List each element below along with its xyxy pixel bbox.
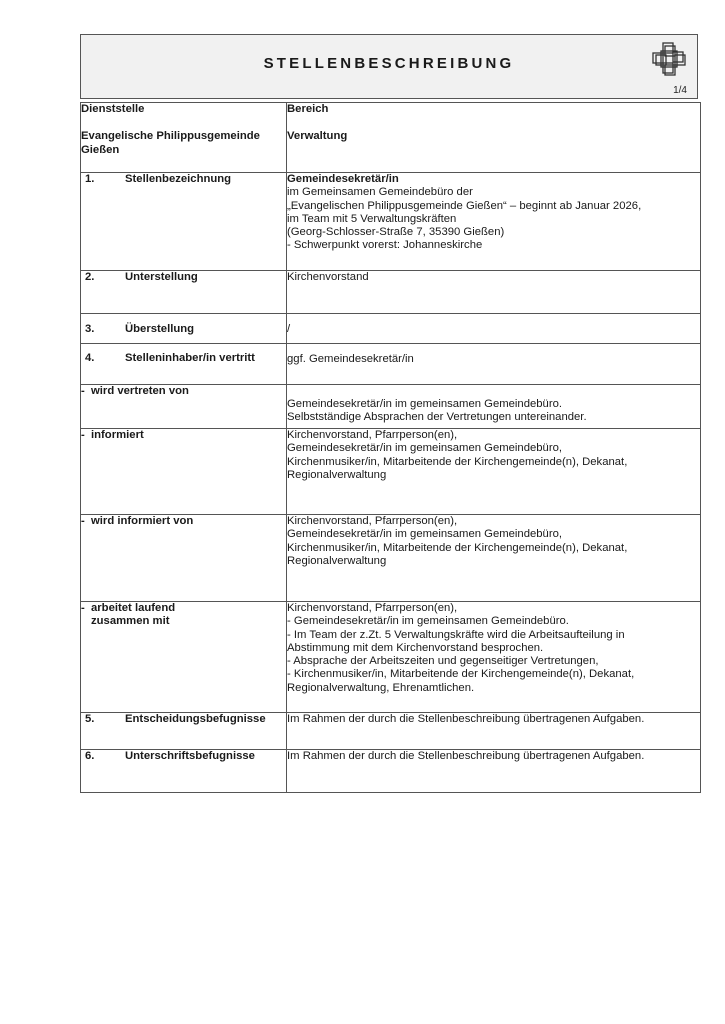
row-value-line: - Schwerpunkt vorerst: Johanneskirche (287, 239, 483, 252)
job-description-table (80, 102, 701, 793)
row-label: Überstellung (125, 323, 195, 335)
row-value: Im Rahmen der durch die Stellenbeschreibung übertragenen Aufgaben. (287, 713, 701, 750)
row-label: Unterstellung (125, 271, 198, 283)
row-value-line: Regionalverwaltung (287, 554, 387, 567)
bereich-cell (287, 103, 701, 173)
dienststelle-value: Evangelische Philippusgemeinde Gießen (81, 130, 260, 156)
row-label: Stellenbezeichnung (125, 173, 232, 185)
table-row: - wird informiert von Kirchenvorstand, Pfarrperson(en), Gemeindesekretär/in im gemeinsamen Gemeindebüro, Kirchenmusiker/in, Mitarbeitende der Kirchengemeinde(n), Dekanat, Regionalverwaltung (81, 515, 701, 602)
page-number: 1/4 (673, 85, 687, 96)
row-number: 6. (85, 750, 95, 762)
row-value-line: - Gemeindesekretär/in im gemeinsamen Gemeindebüro. (287, 615, 569, 628)
row-number: 2. (85, 271, 95, 283)
row-value-line: im Gemeinsamen Gemeindebüro der (287, 186, 473, 199)
document-header (80, 34, 698, 99)
row-value-line: „Evangelischen Philippusgemeinde Gießen“ – beginnt ab Januar 2026, (287, 199, 642, 212)
row-number: 3. (85, 323, 95, 335)
table-row (81, 713, 701, 750)
table-row (81, 271, 701, 314)
row-value-line: im Team mit 5 Verwaltungskräften (287, 212, 457, 225)
row-value-line: Kirchenmusiker/in, Mitarbeitende der Kirchengemeinde(n), Dekanat, (287, 455, 628, 468)
row-value-line: Gemeindesekretär/in im gemeinsamen Gemeindebüro, (287, 442, 563, 455)
row-label-cont: zusammen mit (91, 615, 170, 628)
row-value-line: Regionalverwaltung (287, 468, 387, 481)
table-row (81, 750, 701, 793)
row-value-line: Selbstständige Absprachen der Vertretungen untereinander. (287, 411, 587, 424)
table-row-intro (81, 103, 701, 173)
cross-logo-icon (651, 41, 687, 77)
bereich-label: Bereich (287, 103, 329, 115)
row-value: / (287, 314, 701, 344)
row-value-line: - Absprache der Arbeitszeiten und gegenseitiger Vertretungen, (287, 655, 599, 668)
table-row: - informiert Kirchenvorstand, Pfarrperson(en), Gemeindesekretär/in im gemeinsamen Gemeindebüro, Kirchenmusiker/in, Mitarbeitende der Kirchengemeinde(n), Dekanat, Regionalverwaltung (81, 429, 701, 515)
table-row (81, 173, 701, 271)
row-value-line: - Im Team der z.Zt. 5 Verwaltungskräfte wird die Arbeitsaufteilung in (287, 628, 625, 641)
dienststelle-label: Dienststelle (81, 103, 145, 115)
document-title: STELLENBESCHREIBUNG (263, 55, 515, 72)
row-number: 5. (85, 713, 95, 725)
row-label: informiert (91, 429, 144, 441)
dienststelle-cell (81, 103, 287, 173)
row-value-line: Abstimmung mit dem Kirchenvorstand besprochen. (287, 641, 544, 654)
row-value-line: Regionalverwaltung, Ehrenamtlichen. (287, 681, 475, 694)
row-label: Unterschriftsbefugnisse (125, 750, 255, 762)
table-row: - arbeitet laufend zusammen mit Kirchenvorstand, Pfarrperson(en), - Gemeindesekretär/in im gemeinsamen Gemeindebüro. - Im Team der z.Zt. 5 Verwaltungskräfte wird die Arbeitsaufteilung in Abstimmung mit dem Kirchenvorstand besprochen. - Absprache der Arbeitszeiten und gegenseitiger Vertretungen, - Kirchenmusiker/in, Mitarbeitende der Kirchengemeinde(n), Dekanat, Regionalverwaltung, Ehrenamtlichen. (81, 602, 701, 713)
job-title: Gemeindesekretär/in (287, 173, 399, 185)
row-value-line: Kirchenvorstand, Pfarrperson(en), (287, 429, 458, 441)
row-label: arbeitet laufend (91, 602, 176, 614)
row-label: Stelleninhaber/in vertritt (125, 352, 255, 364)
table-row (81, 314, 701, 344)
row-value: Im Rahmen der durch die Stellenbeschreibung übertragenen Aufgaben. (287, 750, 701, 793)
table-row (81, 344, 701, 385)
table-row: - wird vertreten von Gemeindesekretär/in im gemeinsamen Gemeindebüro. Selbstständige Absprachen der Vertretungen untereinander. (81, 385, 701, 429)
row-number: 1. (85, 173, 95, 185)
row-label: wird informiert von (91, 515, 194, 527)
row-number: 4. (85, 352, 95, 364)
row-value-line: (Georg-Schlosser-Straße 7, 35390 Gießen) (287, 226, 505, 239)
row-value-line: Gemeindesekretär/in im gemeinsamen Gemeindebüro, (287, 528, 563, 541)
row-value-line: Gemeindesekretär/in im gemeinsamen Gemeindebüro. (287, 398, 563, 410)
row-value: Kirchenvorstand (287, 271, 701, 314)
row-value-line: Kirchenvorstand, Pfarrperson(en), (287, 515, 458, 527)
row-label: wird vertreten von (91, 385, 189, 397)
row-value-line: - Kirchenmusiker/in, Mitarbeitende der Kirchengemeinde(n), Dekanat, (287, 668, 635, 681)
row-value-line: Kirchenmusiker/in, Mitarbeitende der Kirchengemeinde(n), Dekanat, (287, 541, 628, 554)
row-label: Entscheidungsbefugnisse (125, 713, 266, 725)
row-value-line: Kirchenvorstand, Pfarrperson(en), (287, 602, 458, 614)
bereich-value: Verwaltung (287, 130, 348, 143)
row-value: ggf. Gemeindesekretär/in (287, 344, 701, 385)
